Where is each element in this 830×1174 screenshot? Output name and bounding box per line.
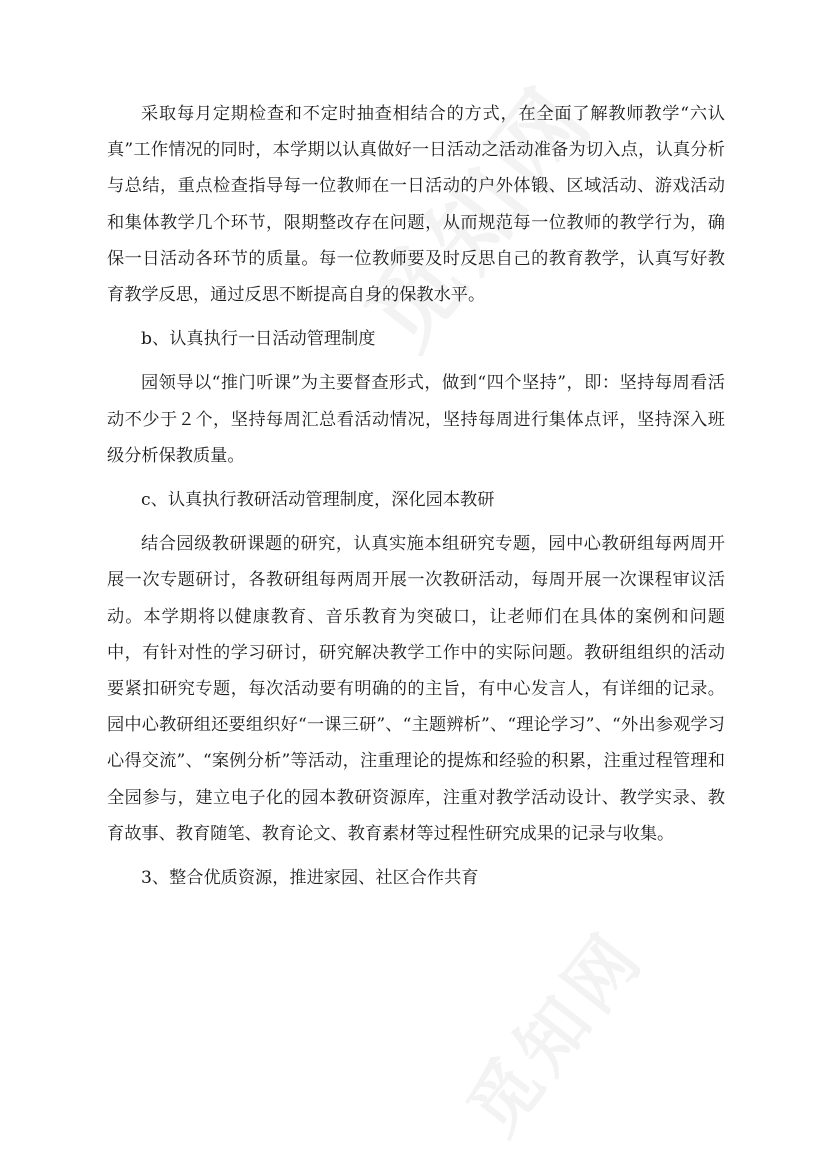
paragraph-inspection: 采取每月定期检查和不定时抽查相结合的方式，在全面了解教师教学“六认真”工作情况的同时，本学期以认真做好一日活动之活动准备为切入点，认真分析与总结，重点检查指导每一位教师在一日活动的户外体锻、区域活动、游戏活动和集体教学几个环节，限期整改存在问题，从而规范每一位教师的教学行为，确保一日活动各环节的质量。每一位教师要及时反思自己的教育教学，认真写好教育教学反思，通过反思不断提高自身的保教水平。: [107, 104, 725, 306]
watermark-repeat: [440, 906, 664, 1153]
paragraph-leadership: 园领导以“推门听课”为主要督查形式，做到“四个坚持”，即：坚持每周看活动不少于２个，坚持每周汇总看活动情况，坚持每周进行集体点评，坚持深入班级分析保教质量。: [107, 373, 725, 466]
section-heading-3: 3、整合优质资源，推进家园、社区合作共育: [141, 868, 479, 889]
paragraph-research: 结合园级教研课题的研究，认真实施本组研究专题，园中心教研组每两周开展一次专题研讨，各教研组每两周开展一次教研活动，每周开展一次课程审议活动。本学期将以健康教育、音乐教育为突破口，让老师们在具体的案例和问题中，有针对性的学习研讨，研究解决教学工作中的实际问题。教研组组织的活动要紧扣研究专题，每次活动要有明确的的主旨，有中心发言人，有详细的记录。园中心教研组还要组织好“一课三研”、“主题辨析”、“理论学习”、“外出参观学习心得交流”、“案例分析”等活动，注重理论的提炼和经验的积累，注重过程管理和全园参与，建立电子化的园本教研资源库，注重对教学活动设计、教学实录、教育故事、教育随笔、教育论文、教育素材等过程性研究成果的记录与收集。: [107, 534, 725, 844]
document-body: [107, 96, 725, 904]
section-heading-b: b、认真执行一日活动管理制度: [141, 329, 376, 350]
section-heading-c: c、认真执行教研活动管理制度，深化园本教研: [141, 490, 495, 511]
